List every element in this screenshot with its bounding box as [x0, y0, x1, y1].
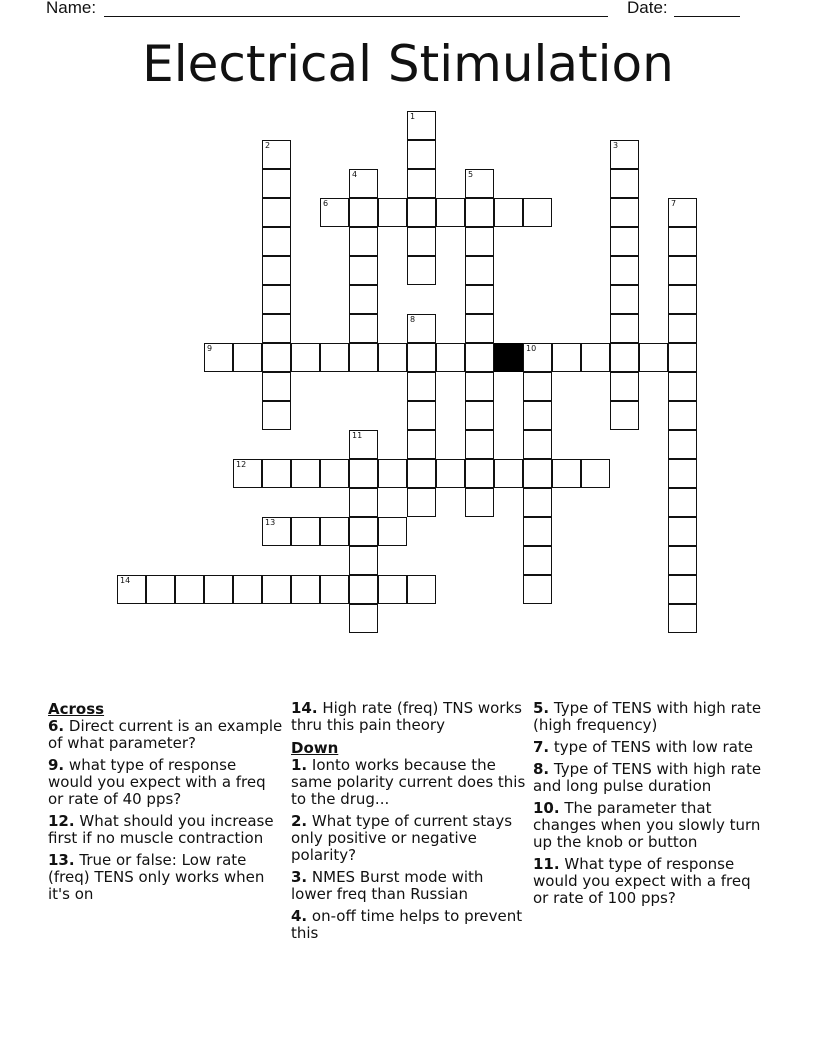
crossword-cell[interactable]	[378, 198, 407, 227]
crossword-cell[interactable]	[407, 169, 436, 198]
crossword-cell[interactable]	[465, 198, 494, 227]
crossword-cell[interactable]	[610, 401, 639, 430]
crossword-cell[interactable]	[262, 256, 291, 285]
crossword-cell[interactable]	[668, 459, 697, 488]
clue-down-1: 1. Ionto works because the same polarity current does this to the drug...	[291, 756, 526, 808]
crossword-cell[interactable]	[523, 575, 552, 604]
crossword-cell[interactable]	[581, 343, 610, 372]
clue-down-5: 5. Type of TENS with high rate (high frequency)	[533, 699, 762, 734]
crossword-cell[interactable]	[610, 256, 639, 285]
crossword-cell[interactable]	[204, 575, 233, 604]
clues-column-3	[533, 700, 769, 912]
crossword-cell[interactable]	[407, 227, 436, 256]
clue-down-10: 10. The parameter that changes when you slowly turn up the knob or button	[533, 799, 761, 851]
crossword-cell[interactable]	[465, 227, 494, 256]
crossword-cell[interactable]	[262, 227, 291, 256]
crossword-cell[interactable]	[407, 372, 436, 401]
crossword-cell[interactable]	[262, 169, 291, 198]
crossword-cell[interactable]	[610, 343, 639, 372]
clues-column-2	[291, 700, 527, 947]
crossword-cell[interactable]	[668, 604, 697, 633]
down-heading: Down	[291, 739, 339, 757]
clue-down-7: 7. type of TENS with low rate	[533, 738, 754, 756]
crossword-cell[interactable]	[320, 575, 349, 604]
across-heading: Across	[48, 700, 105, 718]
crossword-cell[interactable]	[262, 285, 291, 314]
crossword-cell[interactable]	[262, 575, 291, 604]
clue-across-13: 13. True or false: Low rate (freq) TENS only works when it's on	[48, 851, 265, 903]
clue-number: 11	[352, 431, 363, 440]
crossword-cell[interactable]	[523, 401, 552, 430]
clue-number: 2	[265, 141, 271, 150]
crossword-cell[interactable]	[668, 401, 697, 430]
crossword-cell[interactable]	[465, 314, 494, 343]
crossword-cell[interactable]	[523, 488, 552, 517]
clue-across-9: 9. what type of response would you expect with a freq or rate of 40 pps?	[48, 756, 266, 808]
clue-number: 7	[671, 199, 677, 208]
crossword-cell[interactable]	[349, 604, 378, 633]
crossword-cell[interactable]	[494, 459, 523, 488]
crossword-cell[interactable]	[349, 546, 378, 575]
crossword-cell[interactable]	[465, 488, 494, 517]
crossword-cell[interactable]	[407, 459, 436, 488]
crossword-cell[interactable]	[262, 198, 291, 227]
crossword-cell[interactable]	[262, 372, 291, 401]
clue-number: 4	[352, 170, 358, 179]
crossword-cell[interactable]	[523, 430, 552, 459]
crossword-cell[interactable]	[668, 198, 697, 227]
crossword-cell[interactable]	[320, 198, 349, 227]
crossword-cell[interactable]	[262, 343, 291, 372]
clue-across-14: 14. High rate (freq) TNS works thru this pain theory	[291, 699, 522, 734]
crossword-cell[interactable]	[668, 575, 697, 604]
crossword-cell[interactable]	[407, 430, 436, 459]
crossword-cell[interactable]	[639, 343, 668, 372]
crossword-cell[interactable]	[610, 140, 639, 169]
crossword-cell[interactable]	[610, 198, 639, 227]
clue-number: 12	[236, 460, 247, 469]
crossword-cell[interactable]	[291, 459, 320, 488]
crossword-cell[interactable]	[523, 459, 552, 488]
crossword-cell[interactable]	[610, 227, 639, 256]
crossword-cell[interactable]	[494, 198, 523, 227]
crossword-cell[interactable]	[407, 314, 436, 343]
crossword-cell[interactable]	[233, 575, 262, 604]
crossword-cell[interactable]	[465, 343, 494, 372]
clue-number: 8	[410, 315, 416, 324]
crossword-cell[interactable]	[407, 575, 436, 604]
crossword-cell[interactable]	[465, 401, 494, 430]
clue-number: 3	[613, 141, 619, 150]
clue-down-3: 3. NMES Burst mode with lower freq than Russian	[291, 868, 484, 903]
crossword-cell[interactable]	[233, 343, 262, 372]
clue-down-2: 2. What type of current stays only positive or negative polarity?	[291, 812, 513, 864]
crossword-cell[interactable]	[262, 314, 291, 343]
crossword-cell[interactable]	[407, 140, 436, 169]
name-label: Name:	[46, 0, 97, 17]
crossword-cell[interactable]	[407, 198, 436, 227]
crossword-cell[interactable]	[378, 459, 407, 488]
crossword-cell[interactable]	[378, 575, 407, 604]
clues-column-1	[48, 700, 284, 908]
black-square	[494, 343, 523, 372]
crossword-cell[interactable]	[349, 285, 378, 314]
crossword-cell[interactable]	[349, 488, 378, 517]
crossword-cell[interactable]	[349, 575, 378, 604]
clue-down-4: 4. on-off time helps to prevent this	[291, 907, 523, 942]
crossword-cell[interactable]	[465, 372, 494, 401]
clue-number: 5	[468, 170, 474, 179]
crossword-cell[interactable]	[668, 285, 697, 314]
crossword-cell[interactable]	[552, 343, 581, 372]
crossword-cell[interactable]	[320, 343, 349, 372]
crossword-cell[interactable]	[668, 256, 697, 285]
crossword-cell[interactable]	[581, 459, 610, 488]
crossword-cell[interactable]	[349, 198, 378, 227]
crossword-cell[interactable]	[465, 459, 494, 488]
crossword-cell[interactable]	[349, 169, 378, 198]
crossword-cell[interactable]	[523, 517, 552, 546]
crossword-cell[interactable]	[378, 517, 407, 546]
crossword-cell[interactable]	[668, 314, 697, 343]
clue-number: 9	[207, 344, 213, 353]
crossword-cell[interactable]	[465, 285, 494, 314]
crossword-cell[interactable]	[610, 314, 639, 343]
clue-number: 14	[120, 576, 131, 585]
crossword-cell[interactable]	[291, 517, 320, 546]
clue-number: 6	[323, 199, 329, 208]
crossword-cell[interactable]	[436, 343, 465, 372]
crossword-cell[interactable]	[552, 459, 581, 488]
crossword-cell[interactable]	[523, 198, 552, 227]
crossword-cell[interactable]	[668, 430, 697, 459]
crossword-cell[interactable]	[291, 343, 320, 372]
clue-down-8: 8. Type of TENS with high rate and long pulse duration	[533, 760, 762, 795]
crossword-cell[interactable]	[262, 401, 291, 430]
clue-across-6: 6. Direct current is an example of what parameter?	[48, 717, 283, 752]
crossword-cell[interactable]	[407, 111, 436, 140]
crossword-cell[interactable]	[349, 256, 378, 285]
crossword-cell[interactable]	[523, 372, 552, 401]
crossword-cell[interactable]	[465, 430, 494, 459]
crossword-cell[interactable]	[407, 401, 436, 430]
crossword-cell[interactable]	[262, 140, 291, 169]
crossword-cell[interactable]	[668, 546, 697, 575]
crossword-cell[interactable]	[668, 517, 697, 546]
crossword-cell[interactable]	[407, 256, 436, 285]
crossword-cell[interactable]	[175, 575, 204, 604]
crossword-cell[interactable]	[291, 575, 320, 604]
clue-number: 10	[526, 344, 537, 353]
date-label: Date:	[627, 0, 668, 17]
crossword-cell[interactable]	[349, 314, 378, 343]
crossword-cell[interactable]	[436, 198, 465, 227]
crossword-cell[interactable]	[668, 343, 697, 372]
clue-down-11: 11. What type of response would you expect with a freq or rate of 100 pps?	[533, 855, 751, 907]
clue-across-12: 12. What should you increase first if no muscle contraction	[48, 812, 274, 847]
crossword-cell[interactable]	[407, 343, 436, 372]
crossword-cell[interactable]	[436, 459, 465, 488]
crossword-cell[interactable]	[465, 169, 494, 198]
crossword-cell[interactable]	[320, 459, 349, 488]
crossword-cell[interactable]	[407, 488, 436, 517]
crossword-cell[interactable]	[610, 169, 639, 198]
crossword-cell[interactable]	[610, 372, 639, 401]
clue-number: 13	[265, 518, 276, 527]
crossword-cell[interactable]	[204, 343, 233, 372]
crossword-cell[interactable]	[349, 459, 378, 488]
crossword-cell[interactable]	[117, 575, 146, 604]
crossword-cell[interactable]	[349, 343, 378, 372]
crossword-cell[interactable]	[523, 343, 552, 372]
crossword-cell[interactable]	[668, 227, 697, 256]
clue-number: 1	[410, 112, 416, 121]
crossword-cell[interactable]	[668, 372, 697, 401]
crossword-cell[interactable]	[465, 256, 494, 285]
crossword-cell[interactable]	[523, 546, 552, 575]
crossword-cell[interactable]	[349, 430, 378, 459]
crossword-cell[interactable]	[146, 575, 175, 604]
crossword-cell[interactable]	[262, 459, 291, 488]
crossword-cell[interactable]	[262, 517, 291, 546]
crossword-cell[interactable]	[320, 517, 349, 546]
crossword-cell[interactable]	[378, 343, 407, 372]
crossword-cell[interactable]	[233, 459, 262, 488]
crossword-cell[interactable]	[349, 517, 378, 546]
crossword-cell[interactable]	[349, 227, 378, 256]
page-title: Electrical Stimulation	[142, 35, 674, 93]
crossword-cell[interactable]	[668, 488, 697, 517]
crossword-cell[interactable]	[610, 285, 639, 314]
